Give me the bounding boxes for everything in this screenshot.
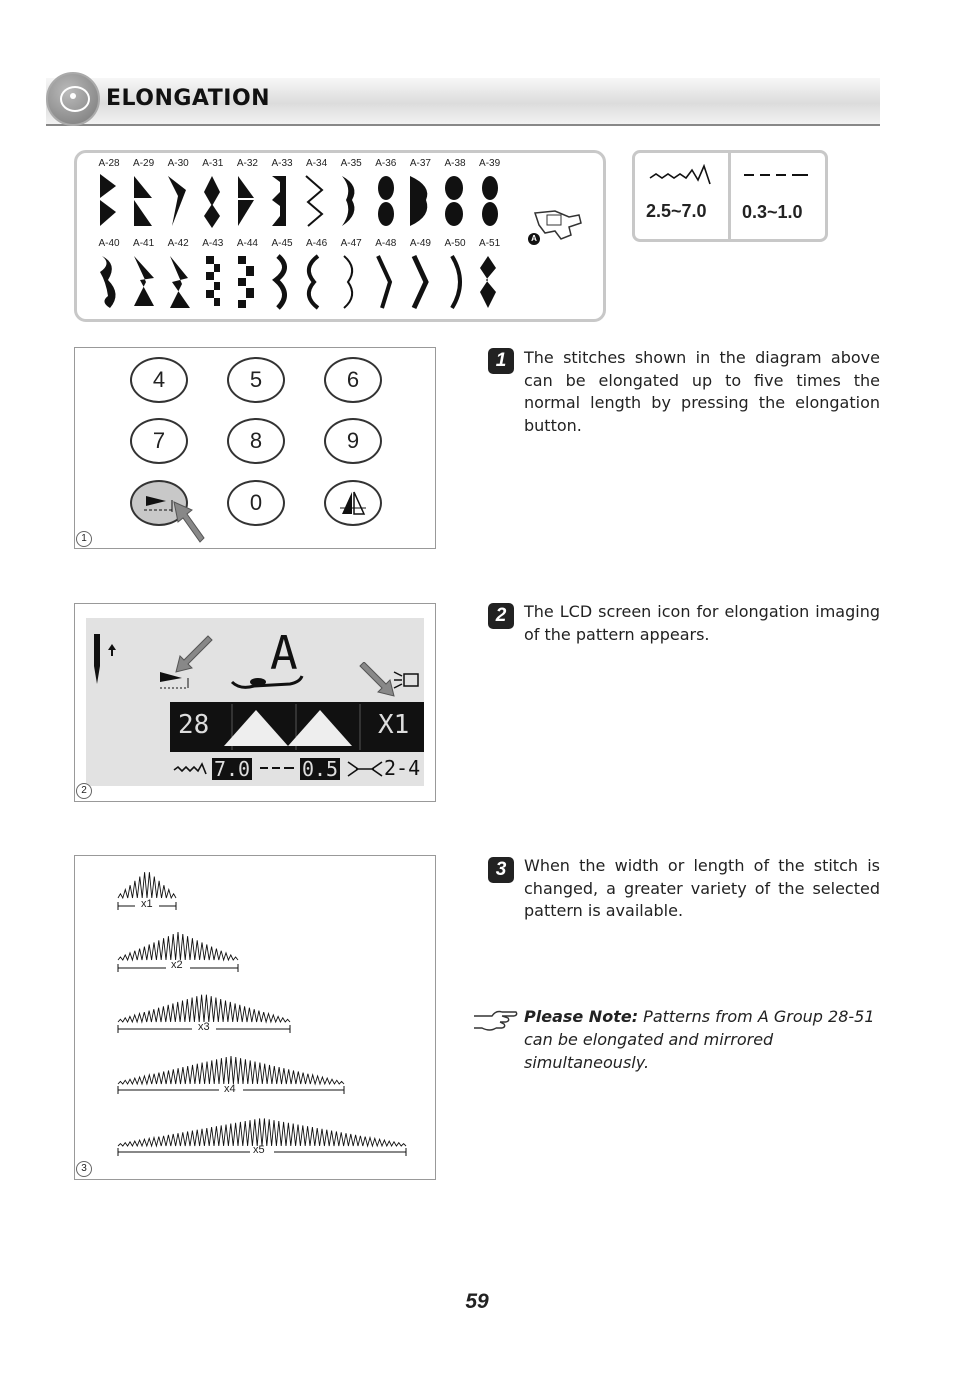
pattern-code-a-47: A-47: [340, 238, 362, 249]
lcd-length-value: 0.5: [301, 757, 339, 781]
key-9[interactable]: 9: [324, 418, 382, 464]
stitch-width-range: 2.5~7.0: [646, 201, 707, 221]
note-text: Patterns from A Group 28-51 can be elongated and mirrored simultaneously.: [524, 1007, 875, 1072]
mirror-icon: [326, 482, 380, 524]
figure-number-1: 1: [76, 531, 92, 547]
pattern-code-a-37: A-37: [409, 158, 431, 169]
key-6[interactable]: 6: [324, 357, 382, 403]
elongation-label-x2: x2: [171, 959, 183, 971]
pattern-code-a-36: A-36: [375, 158, 397, 169]
pattern-code-a-44: A-44: [236, 238, 258, 249]
pattern-code-a-43: A-43: [202, 238, 224, 249]
lcd-arrow-icon: [356, 662, 420, 702]
elongation-stitch-x1: [118, 872, 176, 898]
stitch-width-icon: [648, 164, 714, 188]
pattern-shapes-row-2: [96, 252, 506, 312]
pattern-code-a-34: A-34: [306, 158, 328, 169]
lcd-presser-range: 2-4: [384, 756, 421, 780]
step-badge-3: 3: [488, 857, 514, 883]
pattern-code-a-28: A-28: [98, 158, 120, 169]
pattern-code-a-30: A-30: [167, 158, 189, 169]
lcd-width-icon: [172, 762, 208, 776]
elongation-label-x1: x1: [141, 898, 153, 910]
pattern-code-a-49: A-49: [409, 238, 431, 249]
pattern-code-a-40: A-40: [98, 238, 120, 249]
lcd-length-icon: [258, 764, 296, 772]
section-title: ELONGATION: [106, 86, 271, 111]
elongation-stitch-x5: [118, 1118, 406, 1146]
mirror-button[interactable]: [324, 480, 382, 526]
pattern-code-a-45: A-45: [271, 238, 293, 249]
lcd-width-value: 7.0: [213, 757, 251, 781]
elongation-label-x5: x5: [253, 1144, 265, 1156]
elongation-label-x3: x3: [198, 1021, 210, 1033]
stitch-length-range: 0.3~1.0: [742, 202, 803, 222]
pattern-code-a-48: A-48: [375, 238, 397, 249]
lcd-stitch-preview: [222, 704, 362, 750]
key-4[interactable]: 4: [130, 357, 188, 403]
pattern-code-a-38: A-38: [444, 158, 466, 169]
figure-number-2: 2: [76, 783, 92, 799]
pattern-code-a-51: A-51: [479, 238, 501, 249]
stitch-section-icon-ring: [60, 86, 90, 112]
pattern-code-a-46: A-46: [306, 238, 328, 249]
key-8[interactable]: 8: [227, 418, 285, 464]
note-label: Please Note:: [524, 1007, 639, 1026]
pattern-code-a-35: A-35: [340, 158, 362, 169]
pattern-code-a-50: A-50: [444, 238, 466, 249]
pointing-hand-icon: [472, 1006, 518, 1032]
presser-foot-lcd-icon: [230, 672, 304, 692]
key-5[interactable]: 5: [227, 357, 285, 403]
elongation-stitch-x2: [118, 932, 238, 960]
key-7[interactable]: 7: [130, 418, 188, 464]
step-text-2: The LCD screen icon for elongation imaging of the pattern appears.: [524, 602, 880, 644]
key-0[interactable]: 0: [227, 480, 285, 526]
press-arrow-icon: [170, 500, 210, 544]
lcd-mode-letter: A: [270, 626, 298, 680]
pattern-code-a-39: A-39: [479, 158, 501, 169]
elongation-stitch-x4: [118, 1056, 344, 1084]
needle-position-icon: [88, 632, 118, 688]
step-badge-1: 1: [488, 348, 514, 374]
stitch-length-icon: [742, 168, 810, 182]
figure-number-3: 3: [76, 1161, 92, 1177]
pattern-shapes-row-1: [96, 172, 506, 230]
stitch-section-icon-dot: [70, 93, 76, 99]
pattern-code-a-42: A-42: [167, 238, 189, 249]
pattern-code-a-32: A-32: [236, 158, 258, 169]
lcd-pattern-number: 28: [178, 710, 210, 740]
step-text-3: When the width or length of the stitch is changed, a greater variety of the selected pattern is available.: [524, 856, 880, 920]
lcd-multiplier: X1: [378, 710, 410, 740]
elongation-stitch-x3: [118, 995, 290, 1022]
pattern-code-a-29: A-29: [133, 158, 155, 169]
pattern-code-a-33: A-33: [271, 158, 293, 169]
please-note: [524, 1005, 880, 1074]
lcd-elongation-icon: [158, 634, 214, 690]
page-number: 59: [465, 1290, 489, 1313]
presser-foot-label: A: [528, 233, 540, 245]
elongation-label-x4: x4: [224, 1083, 236, 1095]
lcd-presser-icon: [346, 760, 384, 778]
step-badge-2: 2: [488, 603, 514, 629]
pattern-code-a-31: A-31: [202, 158, 224, 169]
settings-divider: [728, 150, 731, 239]
pattern-code-a-41: A-41: [133, 238, 155, 249]
elongation-stitch-diagram: [114, 862, 414, 1168]
step-text-1: The stitches shown in the diagram above can be elongated up to five times the normal length by pressing the elongation button.: [524, 348, 880, 435]
